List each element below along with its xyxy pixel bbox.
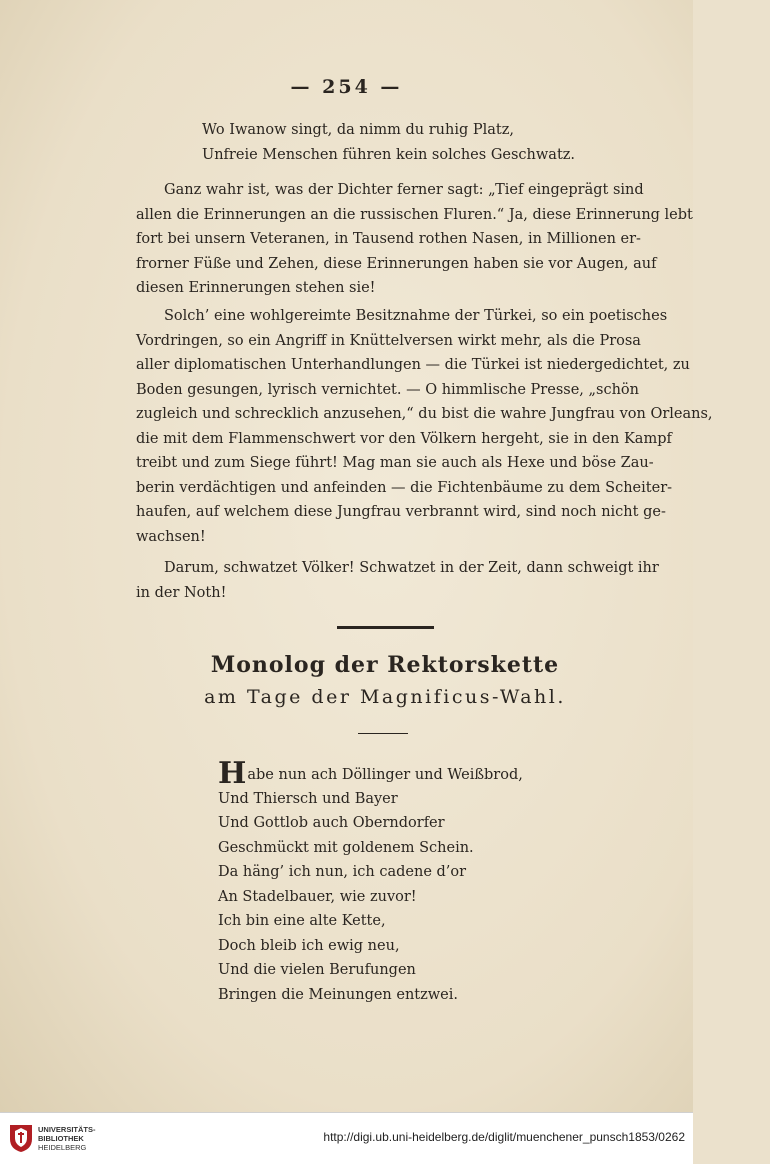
permalink-url[interactable]: http://digi.ub.uni-heidelberg.de/diglit/muenchener_punsch1853/0262: [323, 1130, 685, 1144]
poem-line: Und Gottlob auch Oberndorfer: [218, 815, 445, 831]
page-number: — 254 —: [290, 76, 403, 98]
paragraph-1: [136, 178, 693, 301]
text-line: Boden gesungen, lyrisch vernichtet. — O himmlische Presse, „schön: [136, 381, 639, 398]
section-divider: [337, 626, 434, 629]
library-name: UNIVERSITÄTS- BIBLIOTHEK HEIDELBERG: [38, 1125, 96, 1152]
drop-cap: H: [218, 756, 247, 791]
verse-top: [136, 118, 630, 167]
text-line: berin verdächtigen und anfeinden — die Fichtenbäume zu dem Scheiter-: [136, 479, 673, 496]
text-line: Vordringen, so ein Angriff in Knüttelversen wirkt mehr, als die Prosa: [136, 332, 641, 349]
poem-line: Geschmückt mit goldenem Schein.: [218, 839, 474, 856]
poem-line: Doch bleib ich ewig neu,: [218, 937, 400, 954]
text-line: aller diplomatischen Unterhandlungen — die Türkei ist niedergedichtet, zu: [136, 357, 690, 373]
poem: [218, 756, 538, 1007]
poem-line: Ich bin eine alte Kette,: [218, 913, 386, 929]
text-line: fort bei unsern Veteranen, in Tausend rothen Nasen, in Millionen er-: [136, 231, 641, 247]
text-line: die mit dem Flammenschwert vor den Völkern hergeht, sie in den Kampf: [136, 430, 672, 447]
text-line: diesen Erinnerungen stehen sie!: [136, 280, 376, 296]
title-divider: [358, 733, 408, 734]
poem-line: [218, 756, 538, 791]
text-line: treibt und zum Siege führt! Mag man sie auch als Hexe und böse Zau-: [136, 455, 654, 471]
library-footer: [0, 1112, 693, 1164]
poem-line-text: abe nun ach Döllinger und Weißbrod,: [247, 767, 523, 783]
university-seal-icon: [8, 1123, 34, 1153]
poem-line: Und die vielen Berufungen: [218, 962, 416, 978]
text-line: zugleich und schrecklich anzusehen,“ du bist die wahre Jungfrau von Orleans,: [136, 406, 713, 422]
text-line: frorner Füße und Zehen, diese Erinnerungen haben sie vor Augen, auf: [136, 255, 657, 272]
paragraph-2: [136, 304, 713, 549]
poem-line: Da häng’ ich nun, ich cadene d’or: [218, 864, 467, 880]
text-line: Solch’ eine wohlgereimte Besitznahme der Türkei, so ein poetisches: [164, 308, 668, 324]
text-line: allen die Erinnerungen an die russischen Fluren.“ Ja, diese Erinnerung lebt: [136, 206, 693, 223]
text-line: wachsen!: [136, 528, 206, 545]
poem-title: Monolog der Rektorskette: [210, 652, 560, 678]
verse-line: Unfreie Menschen führen kein solches Geschwatz.: [202, 146, 576, 163]
poem-subtitle: am Tage der Magnificus-Wahl.: [204, 686, 566, 708]
poem-line: Bringen die Meinungen entzwei.: [218, 986, 459, 1003]
text-line: in der Noth!: [136, 584, 227, 601]
text-line: Ganz wahr ist, was der Dichter ferner sagt: „Tief eingeprägt sind: [164, 182, 644, 198]
verse-line: Wo Iwanow singt, da nimm du ruhig Platz,: [202, 122, 514, 138]
poem-line: An Stadelbauer, wie zuvor!: [218, 888, 417, 905]
paragraph-3: [136, 556, 659, 605]
text-line: Darum, schwatzet Völker! Schwatzet in der Zeit, dann schweigt ihr: [164, 560, 659, 576]
poem-line: Und Thiersch und Bayer: [218, 790, 398, 807]
text-line: haufen, auf welchem diese Jungfrau verbrannt wird, sind noch nicht ge-: [136, 504, 666, 520]
